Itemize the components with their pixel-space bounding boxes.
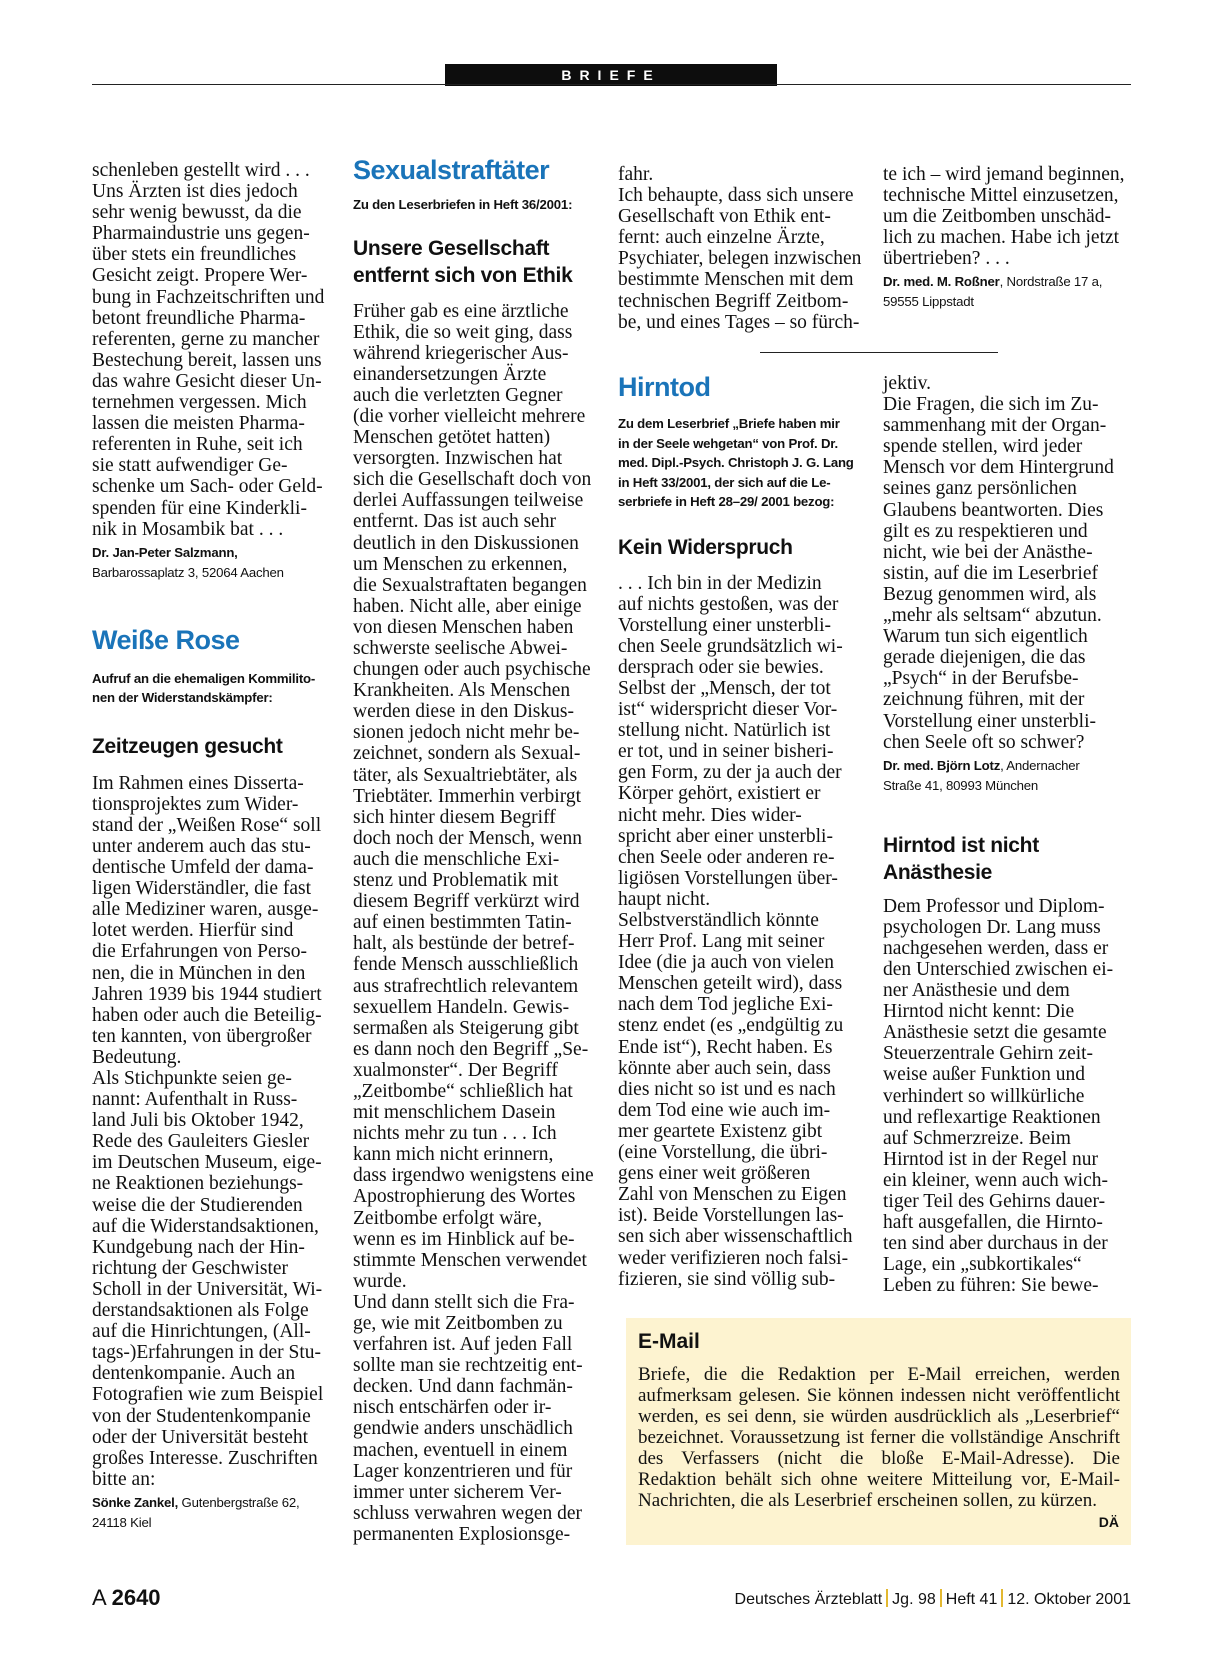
text-line: stimmte Menschen verwendet [353,1249,587,1271]
subheading-line: Hirntod ist nicht [883,833,1039,857]
text-line: derlei Auffassungen teilweise [353,490,584,512]
author-address: Gutenbergstraße 62, [178,1494,300,1510]
text-line: chen Seele grundsätzlich wi- [618,635,843,657]
author-address: Straße 41, 80993 München [883,777,1039,793]
text-line: stenz endet (es „endgültig zu [618,1015,844,1037]
text-line: Selbst der „Mensch, der tot [618,677,831,699]
text-line: kann mich nicht erinnern, [353,1144,554,1166]
text-line: Gesicht zeigt. Propere Wer- [92,265,308,287]
author-name: Sönke Zankel, [92,1494,179,1510]
text-line: ten kannten, von übergroßer [92,1025,312,1047]
text-line: Lage, ein „subkortikales“ [883,1254,1082,1276]
text-line: Herr Prof. Lang mit seiner [618,931,825,953]
text-line: in der Seele wehgetan“ von Prof. Dr. [618,435,838,451]
text-line: Psychiater, belegen inzwischen [618,248,862,270]
text-line: Bestechung bereit, lassen uns [92,349,322,371]
text-line: referenten, gerne zu mancher [92,328,320,350]
text-line: weder verifizieren noch falsi- [618,1247,849,1269]
text-line: lotet werden. Hierfür sind [92,920,294,942]
letter-text [883,373,1131,753]
journal-volume: Jg. 98 [892,1591,936,1608]
article-intro [618,414,856,512]
text-line: verfahren ist. Auf jeden Fall [353,1334,573,1356]
text-line: auf Schmerzreize. Beim [883,1127,1071,1149]
text-line: chen Seele oft so schwer? [883,731,1085,753]
text-line: Selbstverständlich könnte [618,910,819,931]
text-line: Fotografien wie zum Beispiel [92,1384,324,1406]
text-line: Jahren 1939 bis 1944 studiert [92,983,322,1005]
text-line: halt, als bestünde der betref- [353,933,575,955]
separator [940,1589,942,1607]
text-line: sexuellem Handeln. Gewis- [353,996,570,1018]
intro-line: nen der Widerstandskämpfer: [92,690,273,706]
text-line: die Sexualstraftaten begangen [353,574,587,596]
letter-signature [883,272,1131,312]
intro-line: Aufruf an die ehemaligen Kommilito- [92,670,316,686]
text-line: verhindert so willkürliche [883,1085,1085,1107]
text-line: Leben zu führen: Sie bewe- [883,1275,1099,1297]
text-line: oder der Universität besteht [92,1426,309,1448]
text-line: Anästhesie setzt die gesamte [883,1022,1107,1044]
text-line: stand der „Weißen Rose“ soll [92,814,322,836]
text-line: decken. Und dann fachmän- [353,1376,573,1398]
article-heading: Sexualstraftäter [353,155,550,185]
text-line: weise die der Studierenden [92,1194,303,1216]
text-line: nicht, wie bei der Anästhe- [883,541,1093,563]
text-line: sehr wenig bewusst, da die [92,202,302,224]
text-line: „Zeitbombe“ schließlich hat [353,1080,573,1102]
text-line: Bezug genommen wird, als [883,583,1097,605]
text-line: nachgesehen werden, dass er [883,937,1109,959]
author-address: 59555 Lippstadt [883,294,974,310]
journal-info [735,1589,1131,1609]
text-line: sermaßen als Steigerung gibt [353,1017,579,1039]
text-line: Kundgebung nach der Hin- [92,1236,305,1258]
text-line: serbriefe in Heft 28–29/ 2001 bezog: [618,494,835,509]
letter-text [883,164,1131,269]
text-line: haben. Nicht alle, aber einige [353,595,582,617]
text-line: Hirntod ist in der Regel nur [883,1148,1099,1170]
text-line: ge, wie mit Zeitbomben zu [353,1313,563,1334]
text-line: (eine Vorstellung, die übri- [618,1142,828,1164]
letter-subheading [353,235,589,289]
text-line: dentenkompanie. Auch an [92,1363,296,1385]
text-line: haupt nicht. [618,888,711,910]
text-line: sich hinter diesem Begriff [353,806,556,828]
text-line: Idee (die ja auch von vielen [618,952,835,974]
box-title: E-Mail [638,1330,700,1353]
text-line: nen, die in München in den [92,962,306,984]
text-line: auf die Widerstandsaktionen, [92,1215,319,1237]
text-line: Menschen geteilt wird), dass [618,973,843,995]
letter-text [92,773,328,1490]
text-line: großes Interesse. Zuschriften [92,1447,318,1469]
column-3-bottom [618,372,856,1290]
text-line: zeichnung führen, mit der [883,689,1085,711]
section-label: BRIEFE [445,64,777,86]
text-line: täter, als Sexualtriebtäter, als [353,764,578,786]
text-line: technischen Begriff Zeitbom- [618,290,849,312]
text-line: permanenten Explosionsge- [353,1523,571,1545]
text-line: zeichnet, sondern als Sexual- [353,743,581,765]
text-line: Dem Professor und Diplom- [883,895,1105,917]
text-line: Vorstellung einer unsterbli- [883,710,1097,732]
text-line: fernt: auch einzelne Ärzte, [618,227,825,249]
text-line: sich die Gesellschaft doch von [353,469,592,491]
text-line: gendwie anders unschädlich [353,1418,573,1440]
text-line: sie statt aufwendiger Ge- [92,455,288,477]
text-line: fizieren, sie sind völlig sub- [618,1268,836,1290]
email-info-box [626,1318,1131,1545]
text-line: und reflexartige Reaktionen [883,1106,1101,1128]
letter-text [618,573,856,1290]
text-line: haben oder auch die Beteilig- [92,1004,322,1026]
text-line: Körper gehört, existiert er [618,783,821,805]
text-line: Uns Ärzten ist dies jedoch [92,181,298,203]
text-line: ne Reaktionen beziehungs- [92,1173,304,1195]
text-line: gerade diejenigen, die das [883,647,1086,669]
text-line: „mehr als seltsam“ abzutun. [883,605,1102,627]
text-line: gen Form, zu der ja auch der [618,762,842,784]
journal-date: 12. Oktober 2001 [1007,1591,1131,1608]
text-line: fahr. [618,164,654,185]
text-line: entfernt. Das ist auch sehr [353,511,557,533]
section-divider [760,352,998,353]
box-text: Briefe, die die Redaktion per E-Mail erreichen, werden aufmerksam gelesen. Sie können indessen nicht veröffentlicht werden, es sei denn, sie würden ausdrücklich als „Leserbrief“ bezeichnet. Voraussetzung ist ferner die vollständige Anschrift des Verfassers (nicht die bloße E-Mail-Adresse). Die Redaktion behält sich ohne weitere Mitteilung vor, E-Mail-Nachrichten, die als Leserbrief erscheinen sollen, zu kürzen. [638,1364,1120,1511]
text-line: nisch entschärfen oder ir- [353,1397,552,1419]
text-line: wenn es im Hinblick auf be- [353,1228,575,1250]
text-line: Als Stichpunkte seien ge- [92,1068,292,1089]
text-line: tionsprojektes zum Wider- [92,793,299,815]
text-line: Zeitbombe erfolgt wäre, [353,1207,542,1229]
column-4-top [883,164,1131,312]
text-line: alle Mediziner waren, ausge- [92,899,319,921]
column-2 [353,155,594,1545]
text-line: unter anderem auch das stu- [92,835,311,857]
letter-signature [883,756,1131,796]
letter-subheading [883,832,1131,886]
letter-signature [92,1493,328,1533]
text-line: schluss verwahren wegen der [353,1502,583,1524]
text-line: lassen die meisten Pharma- [92,413,305,435]
text-line: um Menschen zu erkennen, [353,553,568,575]
column-3-top [618,164,862,333]
page-number-value: 2640 [111,1585,161,1610]
text-line: be, und eines Tages – so fürch- [618,311,860,333]
letter-text [92,160,328,540]
text-line: gilt es zu respektieren und [883,520,1088,542]
text-line: dass irgendwo wenigstens eine [353,1165,594,1187]
text-line: nicht mehr. Dies wider- [618,804,802,826]
text-line: land Juli bis Oktober 1942, [92,1110,304,1132]
header-rule [92,84,1131,85]
text-line: . . . Ich bin in der Medizin [618,572,822,594]
text-line: Scholl in der Universität, Wi- [92,1278,323,1300]
text-line: um die Zeitbomben unschäd- [883,206,1111,228]
text-line: während kriegerischer Aus- [353,342,569,364]
text-line: „Psych“ in der Berufsbe- [883,668,1079,690]
text-line: Glaubens beantworten. Dies [883,499,1104,521]
author-address: 24118 Kiel [92,1514,152,1530]
subheading-line: entfernt sich von Ethik [353,263,573,287]
text-line: spende stellen, wird jeder [883,436,1083,458]
author-name: Dr. med. M. Roßner [883,274,1000,290]
text-line: Rede des Gauleiters Giesler [92,1131,310,1153]
text-line: Hirntod nicht kennt: Die [883,1001,1075,1023]
text-line: einandersetzungen Ärzte [353,363,547,385]
text-line: spenden für eine Kinderkli- [92,497,307,519]
text-line: auf die Hinrichtungen, (All- [92,1321,311,1343]
text-line: Im Rahmen eines Disserta- [92,772,304,794]
text-line: sionen jedoch nicht mehr be- [353,722,580,744]
text-line: Ethik, die so weit ging, dass [353,321,573,343]
author-address: , Nordstraße 17 a, [999,274,1103,290]
author-name: Dr. Jan-Peter Salzmann, [92,544,238,560]
subheading-line: Anästhesie [883,860,993,884]
text-line: Ich behaupte, dass sich unsere [618,185,854,207]
text-line: Zahl von Menschen zu Eigen [618,1184,847,1206]
text-line: ligen Widerständler, die fast [92,878,312,900]
text-line: haft ausgefallen, die Hirnto- [883,1212,1103,1234]
text-line: Krankheiten. Als Menschen [353,680,571,702]
text-line: stellung nicht. Natürlich ist [618,720,831,742]
article-heading: Weiße Rose [92,624,240,655]
text-line: nannt: Aufenthalt in Russ- [92,1089,298,1111]
text-line: spricht aber einer unsterbli- [618,825,833,847]
text-line: doch noch der Mensch, wenn [353,827,583,849]
text-line: ist“ widerspricht dieser Vor- [618,699,838,721]
text-line: schwerste seelische Abwei- [353,638,568,659]
text-line: ligiösen Vorstellungen über- [618,867,838,889]
text-line: ist). Beide Vorstellungen las- [618,1205,844,1227]
column-1 [92,160,328,1533]
text-line: mit menschlichem Dasein [353,1102,556,1124]
text-line: immer unter sicherem Ver- [353,1481,562,1503]
text-line: Ende ist“), Recht haben. Es [618,1036,833,1058]
letter-text [618,164,862,333]
text-line: derstandsaktionen als Folge [92,1300,309,1322]
text-line: chen Seele oder anderen re- [618,846,835,868]
text-line: den Unterschied zwischen ei- [883,958,1114,980]
text-line: Vorstellung einer unsterbli- [618,614,832,636]
text-line: von diesen Menschen haben [353,616,574,638]
text-line: die Erfahrungen von Perso- [92,941,307,963]
text-line: bung in Fachzeitschriften und [92,286,325,308]
text-line: Mensch vor dem Hintergrund [883,457,1114,479]
text-line: dentische Umfeld der dama- [92,857,314,879]
journal-name: Deutsches Ärzteblatt [734,1591,883,1608]
text-line: schenke um Sach- oder Geld- [92,476,323,498]
subheading-line: Unsere Gesellschaft [353,236,550,260]
text-line: aus strafrechtlich relevantem [353,975,579,997]
text-line: lich zu machen. Habe ich jetzt [883,227,1120,249]
text-line: in Heft 33/2001, der sich auf die Le- [618,474,831,490]
article-intro [92,669,328,708]
text-line: Zu dem Leserbrief „Briefe haben mir [618,416,840,431]
text-line: nichts mehr zu tun . . . Ich [353,1123,557,1145]
text-line: er tot, und in seiner bisheri- [618,741,834,763]
text-line: betont freundliche Pharma- [92,307,306,329]
text-line: übertrieben? . . . [883,248,1010,270]
text-line: Lager konzentrieren und für [353,1460,573,1482]
separator [1001,1589,1003,1607]
text-line: nik in Mosambik bat . . . [92,518,284,540]
text-line: ternehmen vergessen. Mich [92,392,307,414]
text-line: Triebtäter. Immerhin verbirgt [353,785,582,807]
text-line: ner Anästhesie und dem [883,980,1070,1002]
text-line: Gesellschaft von Ethik ent- [618,206,831,228]
box-signature: DÄ [1098,1514,1119,1530]
page-prefix: A [92,1585,106,1610]
letter-signature [92,543,328,583]
letter-subheading: Kein Widerspruch [618,535,793,559]
page-number [92,1585,161,1611]
text-line: xualmonster“. Der Begriff [353,1059,558,1081]
text-line: werden diese in den Diskus- [353,701,574,723]
text-line: sen sich aber wissenschaftlich [618,1226,853,1248]
text-line: jektiv. [883,373,932,394]
text-line: bestimmte Menschen mit dem [618,269,854,291]
text-line: das wahre Gesicht dieser Un- [92,370,322,392]
letter-text [353,300,594,1546]
text-line: fende Mensch ausschließlich [353,954,579,976]
text-line: auf nichts gestoßen, was der [618,593,839,615]
text-line: deutlich in den Diskussionen [353,532,579,554]
text-line: nach dem Tod jegliche Exi- [618,994,833,1016]
text-line: im Deutschen Museum, eige- [92,1152,322,1174]
text-line: machen, eventuell in einem [353,1439,568,1461]
text-line: (die vorher vielleicht mehrere [353,405,586,427]
separator [886,1589,888,1607]
author-address: , Andernacher [1000,757,1080,773]
text-line: schenleben gestellt wird . . . [92,160,310,181]
text-line: wurde. [353,1270,407,1292]
text-line: über stets ein freundliches [92,244,297,266]
text-line: mer geartete Existenz gibt [618,1120,823,1142]
text-line: von der Studentenkompanie [92,1405,311,1427]
author-name: Dr. med. Björn Lotz [883,757,1001,773]
text-line: tags-)Erfahrungen in der Stu- [92,1342,322,1364]
text-line: versorgten. Inzwischen hat [353,448,563,470]
text-line: es dann noch den Begriff „Se- [353,1038,589,1060]
text-line: technische Mittel einzusetzen, [883,185,1119,207]
text-line: auf einen bestimmten Tatin- [353,912,572,934]
text-line: könnte aber auch sein, dass [618,1057,831,1079]
text-line: bitte an: [92,1468,156,1490]
text-line: psychologen Dr. Lang muss [883,916,1101,938]
text-line: sammenhang mit der Organ- [883,415,1107,437]
text-line: tiger Teil des Gehirns dauer- [883,1191,1106,1212]
text-line: weise außer Funktion und [883,1064,1086,1086]
text-line: ten sind aber durchaus in der [883,1233,1108,1255]
text-line: auch die verletzten Gegner [353,384,563,406]
text-line: Pharmaindustrie uns gegen- [92,223,310,245]
author-address: Barbarossaplatz 3, 52064 Aachen [92,564,284,580]
article-intro: Zu den Leserbriefen in Heft 36/2001: [353,197,573,212]
text-line: sistin, auf die im Leserbrief [883,562,1098,584]
text-line: te ich – wird jemand beginnen, [883,164,1125,185]
text-line: gens einer weit größeren [618,1163,811,1185]
text-line: dersprach oder sie bewies. [618,656,824,678]
text-line: Menschen getötet hatten) [353,427,551,449]
column-4-bottom [883,373,1131,1296]
article-heading: Hirntod [618,372,711,402]
text-line: richtung der Geschwister [92,1257,289,1279]
text-line: sollte man sie rechtzeitig ent- [353,1355,583,1377]
text-line: Warum tun sich eigentlich [883,626,1088,648]
text-line: Die Fragen, die sich im Zu- [883,394,1099,416]
text-line: Und dann stellt sich die Fra- [353,1291,575,1313]
text-line: Steuerzentrale Gehirn zeit- [883,1043,1094,1065]
letter-subheading: Zeitzeugen gesucht [92,734,283,758]
text-line: referenten in Ruhe, seit ich [92,434,303,456]
text-line: Apostrophierung des Wortes [353,1186,576,1208]
text-line: auch die menschliche Exi- [353,848,560,870]
text-line: chungen oder auch psychische [353,659,591,681]
journal-issue: Heft 41 [945,1591,998,1608]
text-line: dem Tod eine wie auch im- [618,1099,831,1121]
text-line: med. Dipl.-Psych. Christoph J. G. Lang [618,455,854,470]
text-line: stenz und Problematik mit [353,870,559,892]
text-line: dies nicht so ist und es nach [618,1078,836,1100]
text-line: seines ganz persönlichen [883,478,1077,500]
text-line: Früher gab es eine ärztliche [353,300,569,322]
text-line: Bedeutung. [92,1046,182,1068]
text-line: ein kleiner, wenn auch wich- [883,1169,1109,1191]
text-line: diesem Begriff verkürzt wird [353,891,580,913]
letter-text [883,896,1131,1297]
